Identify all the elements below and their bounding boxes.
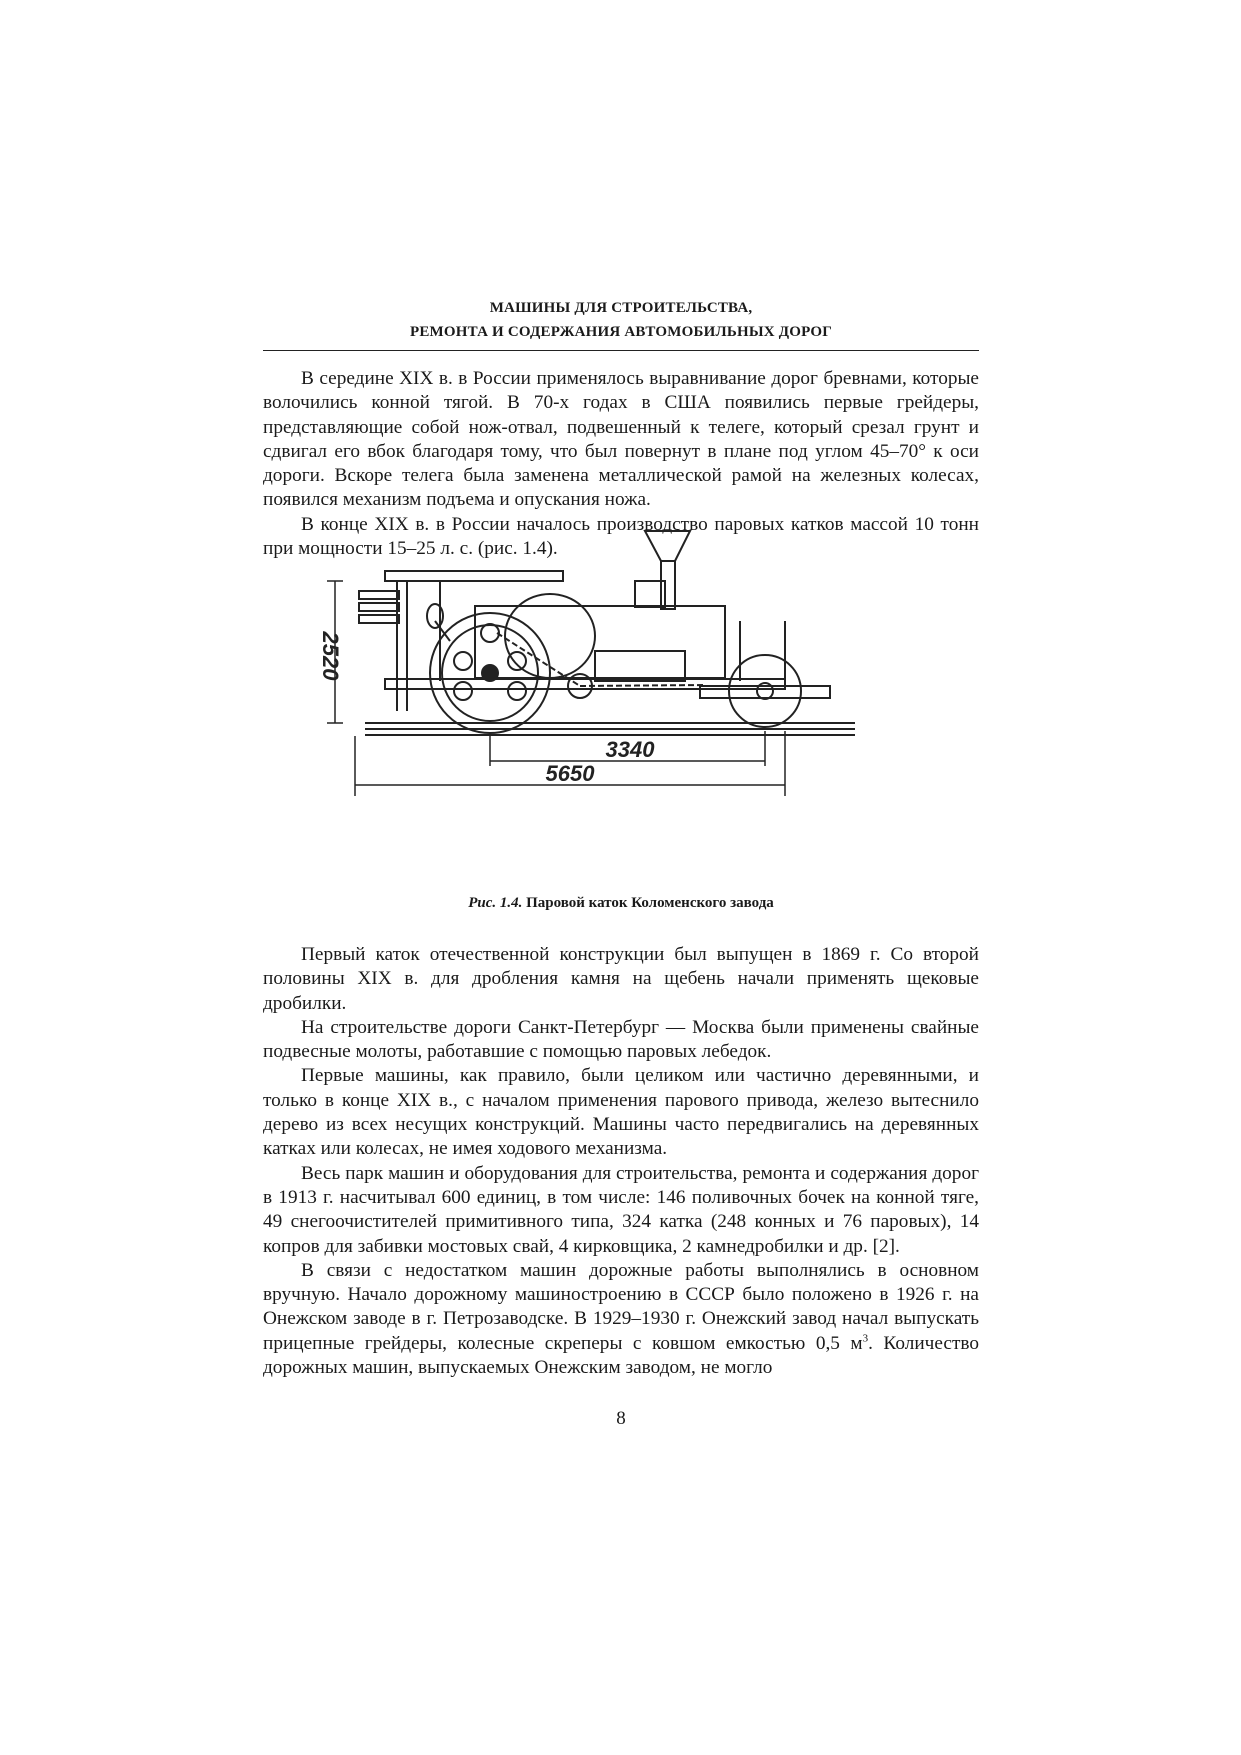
superscript: 3 xyxy=(862,1332,869,1345)
canopy-roof xyxy=(385,571,563,581)
running-header xyxy=(263,296,979,344)
louvre xyxy=(359,591,399,599)
dim-label-height: 2520 xyxy=(318,631,343,681)
sprocket xyxy=(508,682,526,700)
header-line-1: МАШИНЫ ДЛЯ СТРОИТЕЛЬСТВА, xyxy=(489,300,753,316)
figure-steam-roller xyxy=(318,561,905,881)
page-number: 8 xyxy=(616,1408,626,1429)
louvre xyxy=(359,615,399,623)
drive-chain xyxy=(580,685,705,686)
rear-wheel-hub xyxy=(482,665,498,681)
header-divider xyxy=(263,350,979,351)
sprocket xyxy=(454,652,472,670)
text-block-top xyxy=(263,367,979,561)
figure-caption xyxy=(263,895,979,912)
paragraph: Весь парк машин и оборудования для строительства, ремонта и содержания дорог в 1913 г. насчитывал 600 единиц, в том числе: 146 поливочных бочек на конной тяге, 49 снегоочистителей примитивного типа, 324 катка (248 конных и 76 паровых), 14 копров для забивки мостовых свай, 4 кирковщика, 2 камнедробилки и др. [2]. xyxy=(263,1162,979,1257)
front-axle-bar xyxy=(700,686,830,698)
steam-roller-drawing xyxy=(318,561,905,881)
dim-label-length: 5650 xyxy=(545,761,595,786)
caption-text: Паровой каток Коломенского завода xyxy=(526,895,774,911)
louvre xyxy=(359,603,399,611)
paragraph-text: . Количество дорожных машин, выпускаемых Онежским заводом, не могло xyxy=(263,1332,979,1379)
sprocket xyxy=(508,652,526,670)
paragraph-text: В связи с недостатком машин дорожные работы выполнялись в основном вручную. Начало дорожному машиностроению в СССР было положено в 1926 г. на Онежском заводе в г. Петрозаводске. В 1929–1930 г. Онежский завод начал выпускать прицепные грейдеры, колесные скреперы с ковшом емкостью 0,5 м xyxy=(263,1259,979,1354)
paragraph: В конце XIX в. в России началось производство паровых катков массой 10 тонн при мощности 15–25 л. с. (рис. 1.4). xyxy=(263,513,979,560)
paragraph: Первые машины, как правило, были целиком или частично деревянными, и только в конце XIX в., с началом применения парового привода, железо вытеснило дерево из всех несущих конструкций. Машины часто передвигались на деревянных катках или колесах, не имея ходового механизма. xyxy=(263,1065,979,1160)
paragraph: Первый каток отечественной конструкции был выпущен в 1869 г. Со второй половины XIX в. для дробления камня на щебень начали применять щековые дробилки. xyxy=(263,944,979,1014)
dim-label-wheelbase: 3340 xyxy=(605,737,655,762)
sprocket xyxy=(454,682,472,700)
caption-number: Рис. 1.4. xyxy=(468,895,523,911)
chimney xyxy=(661,561,675,609)
cylinder xyxy=(595,651,685,681)
header-line-2: РЕМОНТА И СОДЕРЖАНИЯ АВТОМОБИЛЬНЫХ ДОРОГ xyxy=(409,324,833,340)
paragraph xyxy=(263,1259,979,1380)
sprocket xyxy=(481,624,499,642)
paragraph: В середине XIX в. в России применялось выравнивание дорог бревнами, которые волочились конной тягой. В 70-х годах в США появились первые грейдеры, представляющие собой нож-отвал, подвешенный к телеге, который срезал грунт и сдвигал его вбок благодаря тому, что был повернут в плане под углом 45–70° к оси дороги. Вскоре телега была заменена металлической рамой на железных колесах, появился механизм подъема и опускания ножа. xyxy=(263,368,979,511)
text-block-bottom xyxy=(263,943,979,1380)
paragraph: На строительстве дороги Санкт-Петербург — Москва были применены свайные подвесные молоты, работавшие с помощью паровых лебедок. xyxy=(263,1016,979,1063)
